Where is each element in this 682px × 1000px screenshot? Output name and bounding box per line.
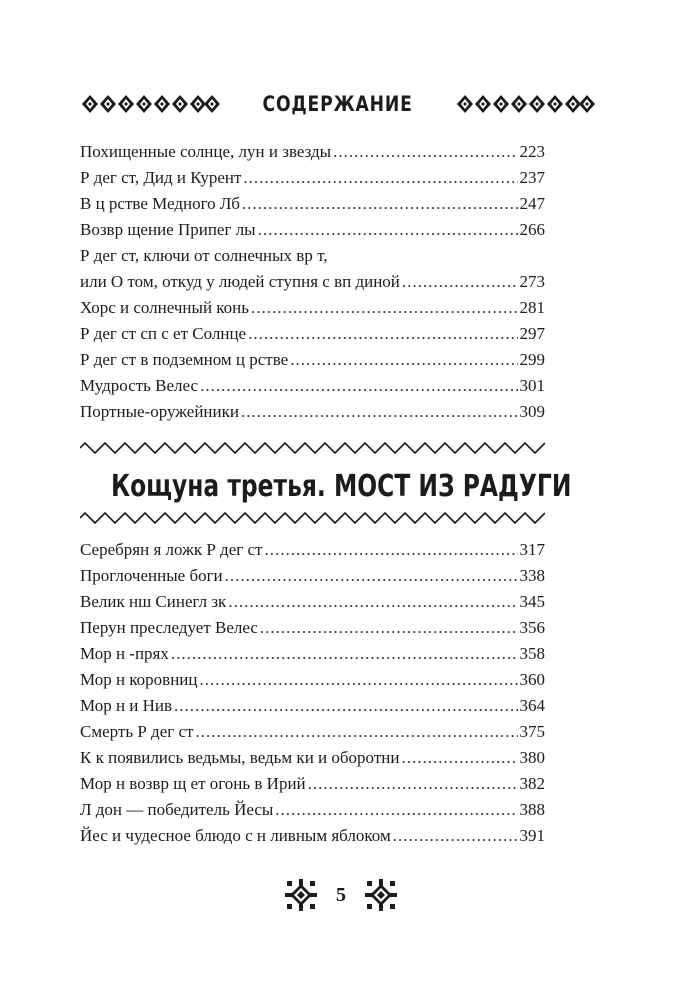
toc-entry-page: 237 — [519, 168, 545, 187]
toc-entry-title: Йес и чудесное блюдо с н ливным яблоком — [80, 826, 391, 845]
leader-dots — [200, 670, 518, 690]
toc-entry[interactable] — [80, 220, 545, 246]
leader-dots — [251, 298, 517, 318]
leader-dots — [242, 194, 518, 214]
right-ornament-band-icon — [455, 93, 595, 115]
toc-entry[interactable] — [80, 272, 545, 298]
toc-entry-title: или О том, откуд у людей ступня с вп диной — [80, 272, 400, 291]
leader-dots — [402, 272, 518, 292]
toc-entry-title: Л дон — победитель Йесы — [80, 800, 274, 819]
toc-entry-title: Смерть Р дег ст — [80, 722, 194, 741]
toc-entry[interactable] — [80, 566, 545, 592]
zigzag-divider-bottom — [80, 512, 545, 524]
leader-dots — [171, 644, 518, 664]
toc-entry-page: 375 — [519, 722, 545, 741]
toc-entry-page: 301 — [519, 376, 545, 395]
toc-entry-title: В ц рстве Медного Лб — [80, 194, 240, 213]
leader-dots — [225, 566, 518, 586]
toc-entry-title: Р дег ст, Дид и Курент — [80, 168, 242, 187]
toc-entry-page: 356 — [519, 618, 545, 637]
toc-entry[interactable] — [80, 376, 545, 402]
toc-entry-title: К к появились ведьмы, ведьм ки и оборотни — [80, 748, 400, 767]
toc-entry-page: 223 — [519, 142, 545, 161]
leader-dots — [333, 142, 517, 162]
toc-entry[interactable] — [80, 774, 545, 800]
leader-dots — [264, 540, 517, 560]
toc-entry[interactable] — [80, 540, 545, 566]
toc-entry-title: Мудрость Велес — [80, 376, 199, 395]
left-footer-ornament-icon — [284, 878, 318, 912]
leader-dots — [401, 748, 517, 768]
toc-entry-page: 338 — [519, 566, 545, 585]
toc-entry-title: Мор н коровниц — [80, 670, 198, 689]
toc-entry-page: 380 — [519, 748, 545, 767]
leader-dots — [243, 168, 517, 188]
leader-dots — [200, 376, 517, 396]
toc-entry-title: Мор н и Нив — [80, 696, 173, 715]
toc-entry-page: 247 — [519, 194, 545, 213]
toc-entry-page: 281 — [519, 298, 545, 317]
toc-entry[interactable] — [80, 644, 545, 670]
toc-entry-title: Возвр щение Припег лы — [80, 220, 256, 239]
toc-entry[interactable] — [80, 350, 545, 376]
toc-entry-page: 360 — [519, 670, 545, 689]
leader-dots — [260, 618, 518, 638]
toc-entry-page: 317 — [519, 540, 545, 559]
toc-entry[interactable] — [80, 748, 545, 774]
page-number: 5 — [336, 883, 346, 906]
page-footer — [0, 877, 682, 913]
toc-entry-title: Мор н -прях — [80, 644, 169, 663]
leader-dots — [241, 402, 518, 422]
toc-entry[interactable] — [80, 168, 545, 194]
leader-dots — [195, 722, 517, 742]
toc-entry-title: Портные-оружейники — [80, 402, 239, 421]
toc-entry[interactable] — [80, 298, 545, 324]
leader-dots — [393, 826, 518, 846]
toc-entry-title: Р дег ст в подземном ц рстве — [80, 350, 289, 369]
toc-entry[interactable] — [80, 246, 545, 272]
section-title — [0, 469, 682, 504]
toc-entry-title: Мор н возвр щ ет огонь в Ирий — [80, 774, 306, 793]
contents-header — [80, 88, 595, 120]
toc-entry-title: Похищенные солнце, лун и звезды — [80, 142, 332, 161]
toc-entry[interactable] — [80, 592, 545, 618]
toc-entry-page: 299 — [519, 350, 545, 369]
toc-entry[interactable] — [80, 194, 545, 220]
leader-dots — [275, 800, 517, 820]
toc-entry-page: 345 — [519, 592, 545, 611]
toc-entry-page: 364 — [519, 696, 545, 715]
toc-entry-page: 391 — [519, 826, 545, 845]
contents-title: СОДЕРЖАНИЕ — [262, 92, 413, 116]
toc-entry-page: 382 — [519, 774, 545, 793]
toc-entry-page: 358 — [519, 644, 545, 663]
leader-dots — [248, 324, 517, 344]
toc-entry[interactable] — [80, 722, 545, 748]
toc-entry-title: Р дег ст сп с ет Солнце — [80, 324, 247, 343]
toc-list-part1 — [80, 142, 545, 428]
toc-entry[interactable] — [80, 800, 545, 826]
toc-entry[interactable] — [80, 826, 545, 852]
toc-entry-title: Р дег ст, ключи от солнечных вр т, — [80, 246, 328, 265]
toc-entry-page: 266 — [519, 220, 545, 239]
toc-entry-title: Хорс и солнечный конь — [80, 298, 250, 317]
toc-entry-page: 388 — [519, 800, 545, 819]
toc-entry-title: Велик нш Синегл зк — [80, 592, 227, 611]
leader-dots — [258, 220, 518, 240]
toc-entry-title: Перун преследует Велес — [80, 618, 258, 637]
toc-entry-title: Проглоченные боги — [80, 566, 223, 585]
section-title-text: Кощуна третья. МОСТ ИЗ РАДУГИ — [110, 469, 572, 504]
toc-entry[interactable] — [80, 142, 545, 168]
left-ornament-band-icon — [80, 93, 220, 115]
toc-entry[interactable] — [80, 618, 545, 644]
toc-entry[interactable] — [80, 324, 545, 350]
leader-dots — [308, 774, 518, 794]
toc-entry-title: Серебрян я ложк Р дег ст — [80, 540, 263, 559]
toc-entry-page: 273 — [519, 272, 545, 291]
toc-entry[interactable] — [80, 670, 545, 696]
leader-dots — [174, 696, 517, 716]
toc-entry-page: 297 — [519, 324, 545, 343]
toc-entry[interactable] — [80, 402, 545, 428]
toc-entry[interactable] — [80, 696, 545, 722]
right-footer-ornament-icon — [364, 878, 398, 912]
leader-dots — [290, 350, 517, 370]
toc-list-part2 — [80, 540, 545, 852]
zigzag-divider-top — [80, 442, 545, 454]
toc-entry-page: 309 — [519, 402, 545, 421]
leader-dots — [228, 592, 517, 612]
